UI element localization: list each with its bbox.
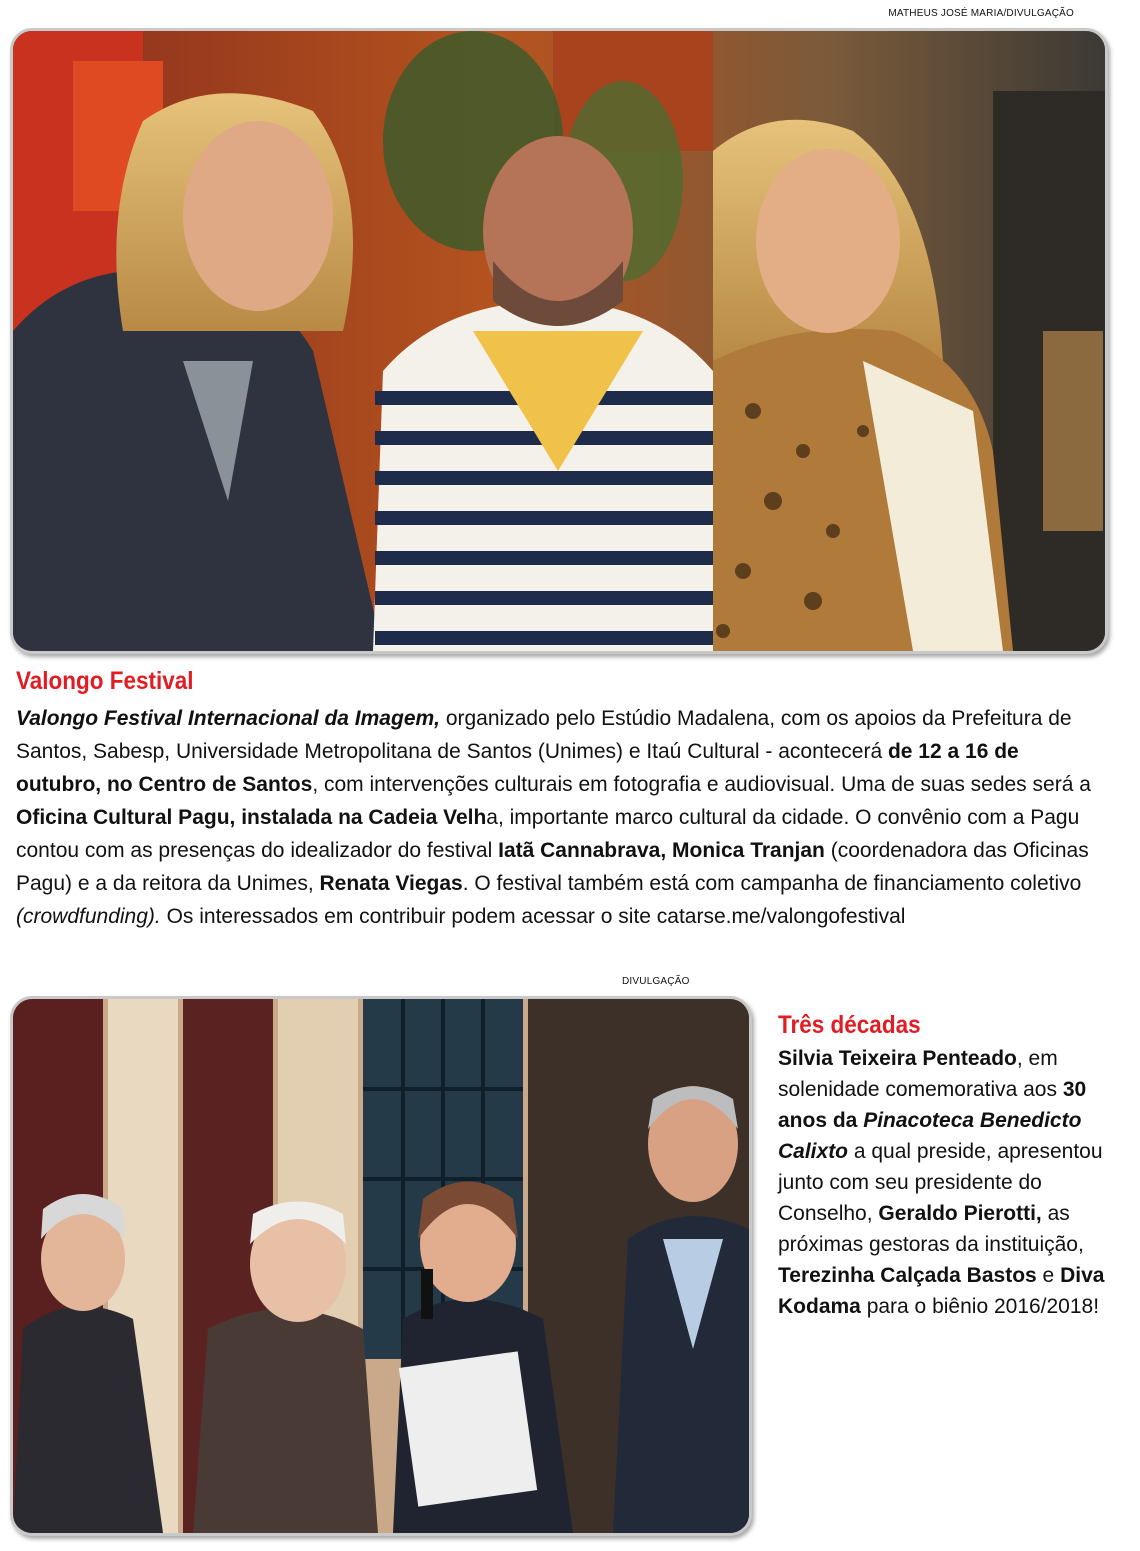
text-org: organizado pelo Estúdio Madalena, com os apoios da Prefeitura de Santos, Sabesp, Universidade Metropolitana de Santos (Unimes) e Itaú Cultural - acontecerá [16,707,1072,763]
text-30-anos: 30 anos da [778,1078,1087,1132]
text-silvia: Silvia Teixeira Penteado [778,1047,1017,1070]
text-venue-tail: a, importante marco cultural da cidade. O convênio com a Pagu contou com as presenças do idealizador do festival [16,806,1080,862]
text-next: as próximas gestoras da instituição, [778,1202,1084,1256]
text-presided: a qual preside, apresentou junto com seu presidente do Conselho, [778,1140,1103,1225]
text-coordinator: (coordenadora das Oficinas Pagu) e a da reitora da Unimes, [16,839,1089,895]
text-dates: de 12 a 16 de outubro, no Centro de Santos [16,740,1019,796]
article-body-valongo [16,702,1096,933]
article-title-tres-decadas: Três décadas [778,1011,921,1039]
festival-photo [10,28,1108,654]
text-rector: Renata Viegas [319,872,463,895]
text-venue: Oficina Cultural Pagu, instalada na Cadeia Velh [16,806,487,829]
article-title-valongo: Valongo Festival [16,667,194,695]
festival-name: Valongo Festival Internacional da Imagem, [16,707,440,730]
text-ceremony: , em solenidade comemorativa aos [778,1047,1063,1101]
text-names: Iatã Cannabrava, Monica Tranjan [498,839,825,862]
article-body-tres-decadas [778,1043,1118,1322]
photo-credit-top: MATHEUS JOSÉ MARIA/DIVULGAÇÃO [888,8,1074,19]
text-site: Os interessados em contribuir podem acessar o site catarse.me/valongofestival [160,905,906,928]
text-geraldo: Geraldo Pierotti, [878,1202,1042,1225]
festival-photo-image [13,31,1105,651]
text-diva: Diva Kodama [778,1264,1105,1318]
text-crowd: . O festival também está com campanha de financiamento coletivo [462,872,1082,895]
anniversary-photo-image [13,999,749,1533]
text-interventions: , com intervenções culturais em fotografia e audiovisual. Uma de suas sedes será a [312,773,1091,796]
anniversary-photo [10,996,752,1536]
text-terezinha: Terezinha Calçada Bastos [778,1264,1037,1287]
photo-credit-bottom: DIVULGAÇÃO [622,976,690,987]
text-and: e [1036,1264,1061,1287]
text-bienio: para o biênio 2016/2018! [860,1295,1100,1318]
text-crowdfunding: (crowdfunding). [16,905,161,928]
text-pinacoteca: Pinacoteca Benedicto Calixto [778,1109,1082,1163]
